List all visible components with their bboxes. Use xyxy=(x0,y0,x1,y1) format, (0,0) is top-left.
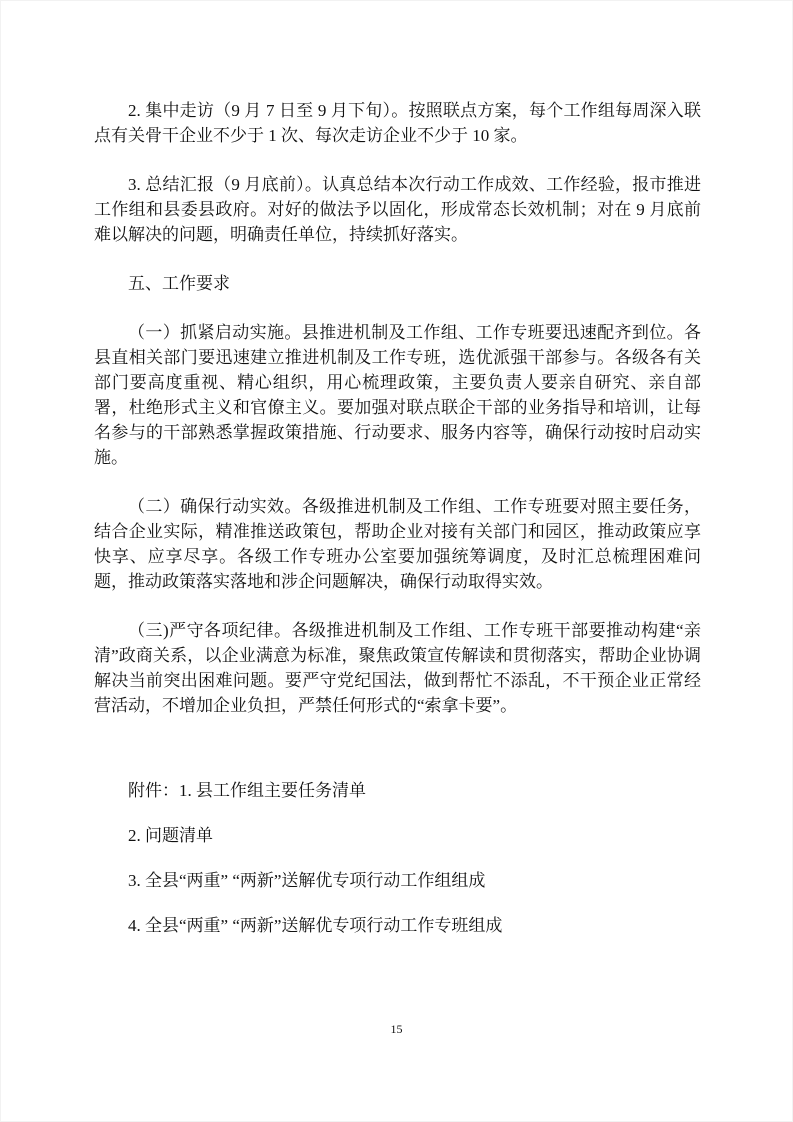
attachment-item: 4. 全县“两重” “两新”送解优专项行动工作专班组成 xyxy=(128,916,503,935)
body-paragraph: （二）确保行动实效。各级推进机制及工作组、工作专班要对照主要任务，结合企业实际，精准推送政策包，帮助企业对接有关部门和园区，推动政策应享快享、应享尽享。各级工作专班办公室要加强统筹调度，及时汇总梳理困难问题，推动政策落实落地和涉企问题解决，确保行动取得实效。 xyxy=(94,497,701,591)
document-body xyxy=(94,98,701,718)
section-heading: 五、工作要求 xyxy=(128,274,230,293)
body-paragraph: （一）抓紧启动实施。县推进机制及工作组、工作专班要迅速配齐到位。各县直相关部门要迅速建立推进机制及工作专班，选优派强干部参与。各级各有关部门要高度重视、精心组织，用心梳理政策，主要负责人要亲自研究、亲自部署，杜绝形式主义和官僚主义。要加强对联点联企干部的业务指导和培训，让每名参与的干部熟悉掌握政策措施、行动要求、服务内容等，确保行动按时启动实施。 xyxy=(94,323,701,467)
attachment-item: 附件：1. 县工作组主要任务清单 xyxy=(128,781,366,800)
attachments-section xyxy=(94,778,701,938)
page-number: 15 xyxy=(390,1022,403,1036)
body-paragraph: （三)严守各项纪律。各级推进机制及工作组、工作专班干部要推动构建“亲清”政商关系，以企业满意为标准，聚焦政策宣传解读和贯彻落实，帮助企业协调解决当前突出困难问题。要严守党纪国法，做到帮忙不添乱，不干预企业正常经营活动，不增加企业负担，严禁任何形式的“索拿卡要”。 xyxy=(94,621,701,715)
body-paragraph: 2. 集中走访（9 月 7 日至 9 月下旬）。按照联点方案，每个工作组每周深入联点有关骨干企业不少于 1 次、每次走访企业不少于 10 家。 xyxy=(94,101,701,145)
body-paragraph: 3. 总结汇报（9 月底前）。认真总结本次行动工作成效、工作经验，报市推进工作组和县委县政府。对好的做法予以固化，形成常态长效机制；对在 9 月底前难以解决的问题，明确责任单位，持续抓好落实。 xyxy=(94,175,701,244)
attachment-item: 3. 全县“两重” “两新”送解优专项行动工作组组成 xyxy=(128,871,486,890)
document-content xyxy=(94,98,701,958)
attachment-item: 2. 问题清单 xyxy=(128,826,213,845)
